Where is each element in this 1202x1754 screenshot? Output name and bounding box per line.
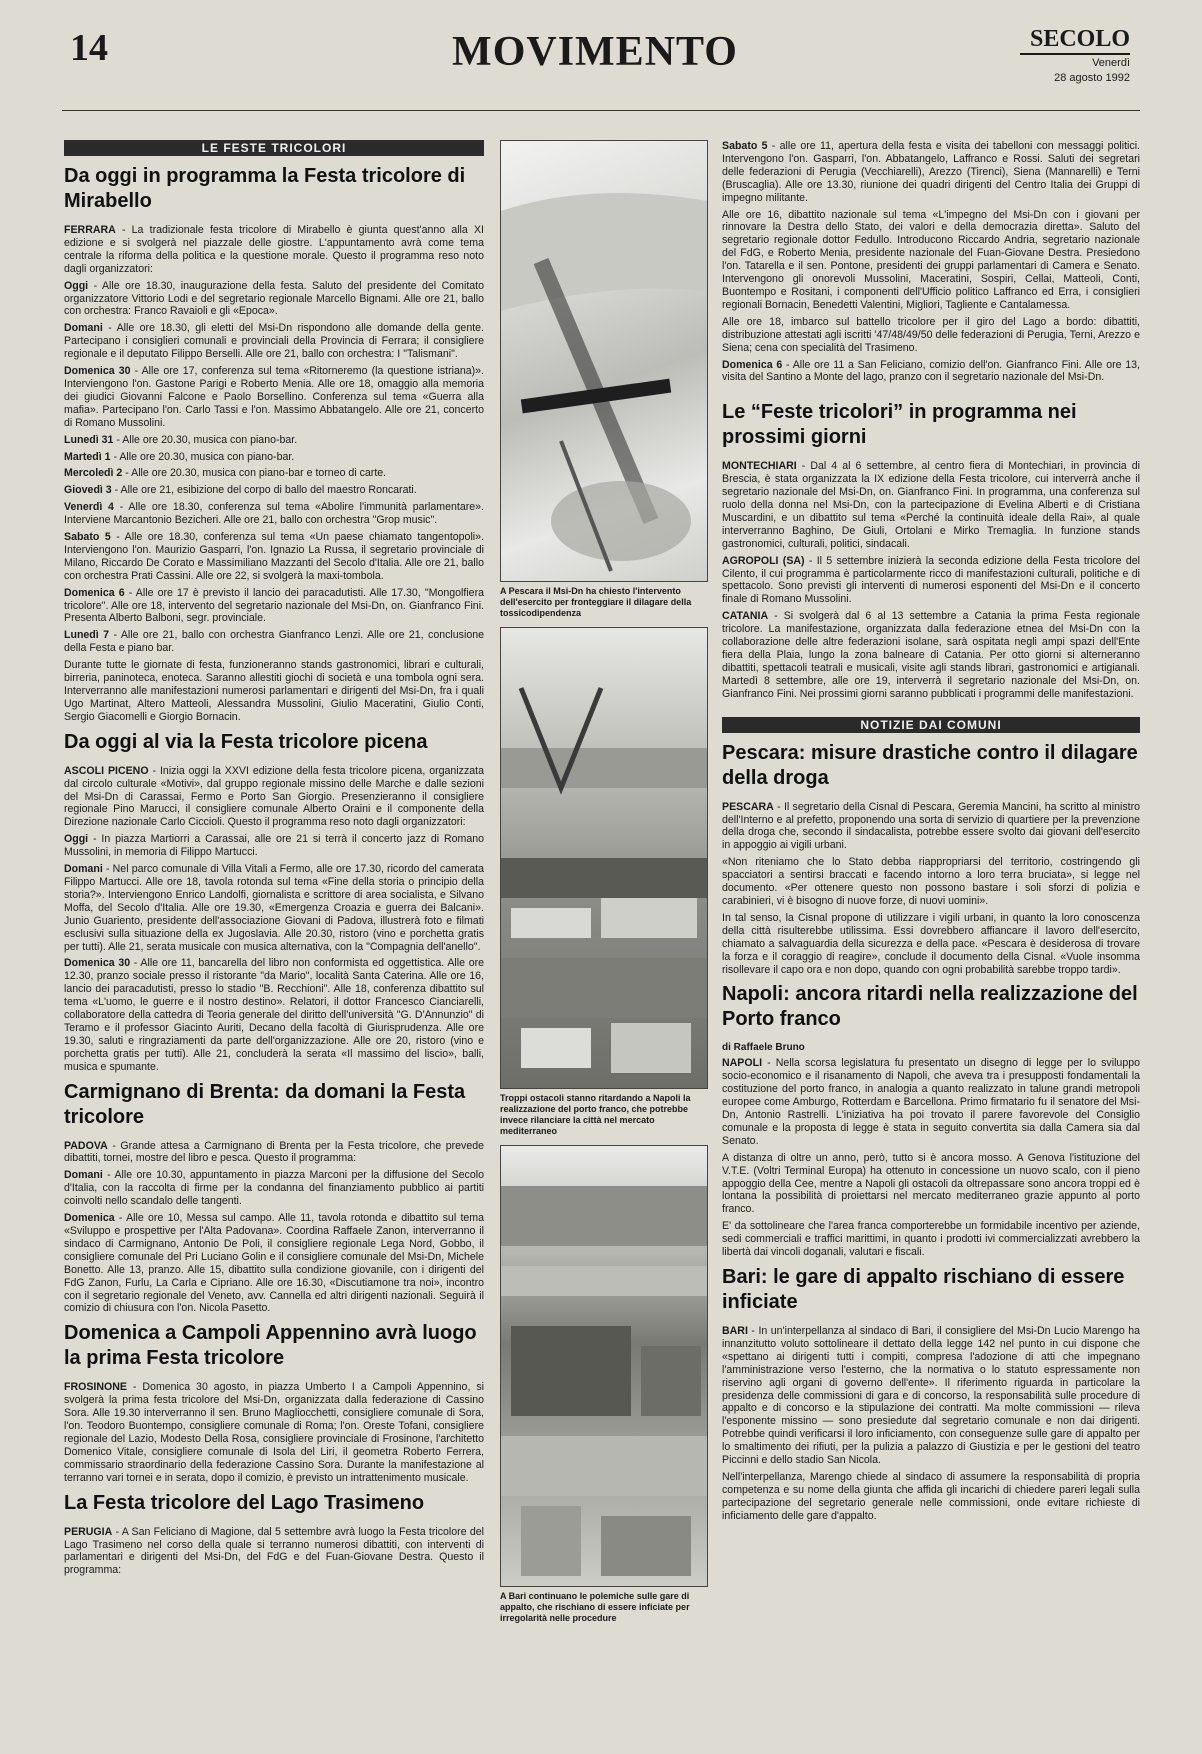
paragraph-lead: Domani [64,863,103,876]
article-headline: Bari: le gare di appalto rischiano di essere inficiate [722,1266,1125,1313]
paragraph-text: - Dal 4 al 6 settembre, al centro fiera di Montechiari, in provincia di Brescia, è stata organizzata la IX edizione della Festa tricolore, cui interverrà anche il segretario nazionale del Msi-Dn, on. Gianfranco Fini. In programma, una conferenza sul ruolo della donna nel Msi-Dn, con la partecipazione di Evelina Alberti e di Cristiana Muscardini, e un dibattito sul tema «Perché la continuità ideale della Rai», al quale interverranno Baghino, De Giuli, Ortolani e Mirko Tremaglia. In funzione stands gastronomici, culturali, politici, sindacali. [722,460,1140,550]
article-headline: Carmignano di Brenta: da domani la Festa tricolore [64,1080,466,1128]
article-headline: Napoli: ancora ritardi nella realizzazione del Porto franco [722,983,1138,1031]
article-paragraph: ASCOLI PICENO - Inizia oggi la XXVI edizione della festa tricolore picena, organizzata dal circolo culturale «Motivi», dal gruppo regionale missino delle Marche e dalle sezioni del Msi-Dn di Carassai, Fermo e Porto San Giorgio. Presenzieranno il consigliere regionale Pino Marucci, il consigliere comunale Alberto Oraini e il componente della Direzione nazionale Carlo Ciccioli. Questo il programma reso noto dagli organizzatori: [64,764,484,829]
paragraph-lead: Mercoledì 2 [64,467,123,480]
paragraph-text: - Alle ore 11 a San Feliciano, comizio dell'on. Gianfranco Fini. Alle ore 13, visita del Santino a Monte del lago, pranzo con il segretario nazionale del Msi-Dn. [722,358,1140,384]
paragraph-lead: Sabato 5 [64,531,111,544]
article-paragraph [722,1325,1140,1467]
section-title: MOVIMENTO [452,29,738,75]
paragraph-text: - Alle ore 21, ballo con orchestra Gianfranco Lenzi. Alle ore 21, conclusione della Festa e piano bar. [64,629,485,655]
article-paragraph [64,833,484,859]
article-paragraph [64,629,484,655]
paragraph-text: - Il 5 settembre inizierà la seconda edizione della Festa tricolore del Cilento, il cui programma è particolarmente ricco di manifestazioni culturali, politiche e di spettacolo. Sono previsti gli interventi di numerosi esponenti del Msi-Dn e il concerto finale di Romano Mussolini. [722,554,1140,606]
photo-city-illustration [501,1146,707,1586]
issue-date: 28 agosto 1992 [1054,72,1130,84]
article-paragraph [64,1212,484,1315]
photo-arm-syringe-illustration [501,141,707,581]
article-paragraph [64,587,484,626]
article-paragraph [722,1152,1140,1217]
paragraph-text: - Alle ore 17 è previsto il lancio dei paracadutisti. Alle 17.30, "Mongolfiera tricolore". Alle ore 18, intervento del segretario nazionale del Msi-Dn, on. Gianfranco Fini. Presenta Alberto Balboni, segr. provinciale. [64,586,484,625]
paragraph-lead: Domenica 30 [64,365,131,378]
article-paragraph [722,912,1140,977]
paragraph-lead: Sabato 5 [722,140,768,152]
paragraph-text: - Alle ore 18.30, conferenza sul tema «Abolire l'immunità parlamentare». Interviene Marcantonio Bezicheri. Alle ore 21, ballo con orchestra "Grop music". [64,501,484,527]
program-list [64,1169,484,1315]
photo-arm-syringe [500,140,708,582]
paragraph-lead: NAPOLI [722,1057,763,1070]
article-paragraph [64,451,484,464]
masthead-logo: SECOLO [1020,26,1130,55]
article-paragraph [722,1220,1140,1259]
photo-caption: A Pescara il Msi-Dn ha chiesto l'intervento dell'esercito per fronteggiare il dilagare della tossicodipendenza [500,586,692,618]
paragraph-text: - Alle ore 10, Messa sul campo. Alle 11, tavola rotonda e dibattito sul tema «Sviluppo e prospettive per l'Alta Padovana». Coordina Raffaele Zanon, interverranno il sindaco di Carmignano, Antonio De Poli, il consigliere regionale Lega Nord, Gobbo, il consigliere comunale del Pri Luciano Golin e il consigliere comunale del Msi-Dn, Michele Bonetto. Alle 13, pranzo. Alle 15, dibattito sulla condizione giovanile, con i dirigenti del FdG Zanon, Furlu, La Carla e Cipriano. Alle ore 16.30, «Discutiamone tra noi», incontro con il segretario regionale del Veneto, avv. Cannella ed altri dirigenti nazionali. Seguirà il comizio di chiusura con l'on. Nicola Pasetto. [64,1212,484,1315]
article-paragraph: PADOVA - Grande attesa a Carmignano di Brenta per la Festa tricolore, che prevede dibattiti, tornei, mostre del libro e pesca. Questo il programma: [64,1139,484,1165]
article-headline: Da oggi al via la Festa tricolore picena [64,730,428,753]
paragraph-lead: Oggi [64,833,89,846]
article-headline: Da oggi in programma la Festa tricolore di Mirabello [64,165,466,212]
right-column [722,140,1140,1527]
issue-day: Venerdì [1092,57,1130,69]
article-paragraph [722,801,1140,853]
paragraph-lead: Domenica [64,1212,115,1225]
article-paragraph [64,434,484,447]
article-headline: Le “Feste tricolori” in programma nei prossimi giorni [722,401,1077,449]
header-rule [62,110,1140,111]
article-body [722,460,1140,700]
photo-caption: Troppi ostacoli stanno ritardando a Napoli la realizzazione del porto franco, che potrebbe invece rilanciare la città nel mercato mediterraneo [500,1093,691,1136]
paragraph-text: - alle ore 11, apertura della festa e visita dei tabelloni con messaggi politici. Intervengono l'on. Gasparri, l'on. Abbatangelo, Laffranco e Rossi. Saluti dei segretari delle federazioni di Perugia (Vecchiarelli), Arezzo (Tirenci), Siena (Mannarelli) e Terni (Bruscaglia). Alle ore 13.30, riunione dei quadri dirigenti del Centro Italia dei Gruppi di impegno militante. [722,140,1140,204]
paragraph-lead: Domenica 6 [722,358,783,371]
article-paragraph [64,863,484,953]
article-paragraph [722,359,1140,385]
article-paragraph: PERUGIA - A San Feliciano di Magione, dal 5 settembre avrà luogo la Festa tricolore del Lago Trasimeno nel corso della quale si terranno numerosi dibattiti, con interventi di parlamentari e dirigenti del Msi-Dn, del FdG e del Fuan-Giovane Destra. Questo il programma: [64,1525,484,1577]
article-headline: La Festa tricolore del Lago Trasimeno [64,1491,425,1514]
article-body [722,1325,1140,1523]
article-paragraph [64,1169,484,1208]
paragraph-text: Alle ore 16, dibattito nazionale sul tema «L'impegno del Msi-Dn con i giovani per rinnovare la Destra dello Stato, dei valori e della democrazia diretta». Saluto del segretario regionale dottor Fedullo. Introducono Riccardo Andria, segretario nazionale del FdG, e Roberto Menia, presidente nazionale del Fuan-Giovane Destra. Presiedono l'on. Tatarella e il sen. Pontone, presidenti dei gruppi parlamentari di Camera e Senato. Intervengono gli onorevoli Mussolini, Maceratini, Sospiri, Cellai, Matteoli, Conti, Buontempo e Rositani, i componenti dell'Ufficio politico Laffranco ed Erra, i consiglieri regionali Bornacin, Benedetti Valentini, Migliori, Tagliente e Cantalamessa. [722,208,1140,311]
paragraph-lead: Lunedì 31 [64,433,114,446]
photo-port-illustration [501,628,707,1088]
article-paragraph: FERRARA - La tradizionale festa tricolore di Mirabello è giunta quest'anno alla XI edizione e si svolgerà nel piazzale delle giostre. L'appuntamento avrà come tema centrale la riforma della politica e la questione morale. Questo il programma reso noto dagli organizzatori: [64,224,484,275]
paragraph-text: - Alle ore 20.30, musica con piano-bar e torneo di carte. [122,467,387,480]
paragraph-lead: PESCARA [722,800,774,813]
paragraph-lead: Lunedì 7 [64,629,110,642]
paragraph-text: E' da sottolineare che l'area franca comporterebbe un formidabile incentivo per aziende, sedi commerciali e traffici marittimi, in quanto i prodotti ivi commercializzati avrebbero la libertà dai vincoli doganali, valutari e fiscali. [722,1220,1140,1259]
paragraph-text: «Non riteniamo che lo Stato debba riappropriarsi del territorio, costringendo gli spacciatori a sentirsi braccati e facendo intorno a loro terra bruciata», si legge nel documento. «Per ottenere questo non possono bastare i soli sforzi di polizia e carabinieri, vi è bisogno di nuove forze, di nuovi uomini». [722,856,1140,907]
article-paragraph [722,1471,1140,1523]
paragraph-lead: CATANIA [722,610,769,623]
article-paragraph [722,555,1140,607]
paragraph-lead: Domani [64,322,103,335]
paragraph-lead: Oggi [64,279,89,292]
paragraph-lead: Domenica 30 [64,957,131,970]
photo-bari-city [500,1145,708,1587]
article-byline: di Raffaele Bruno [722,1042,805,1054]
paragraph-text: - In un'interpellanza al sindaco di Bari, il consigliere del Msi-Dn Lucio Marengo ha innanzitutto voluto sottolineare il dettato della legge 142 nel punto in cui dispone che «spettano ai dirigenti tutti i compiti, compresa l'adozione di atti che impegnano l'amministrazione verso l'esterno, che la normativa o lo statuto espressamente non riservino agli organi di governo dell'ente». Il riferimento riguarda in particolare la presidenza delle commissioni di gara e di concorso, la responsabilità sulle procedure di appalto e di concorso e la stipulazione dei contratti. Ma molte commissioni — rileva l'esponente missino — sono presiedute dal segretario comunale e non dai dirigenti. Potrebbe quindi verificarsi il loro inficiamento, con conseguenze sulle gare di appalto per lo smaltimento dei rifiuti, per la pulizia a palazzo di Giustizia e per le gestioni del teatro Piccinni e dello stadio San Nicola. [722,1325,1140,1467]
article-paragraph [64,484,484,497]
photo-caption: A Bari continuano le polemiche sulle gare di appalto, che rischiano di essere inficiate per irregolarità nelle procedure [500,1591,690,1623]
paragraph-text: - In piazza Martiorri a Carassai, alle ore 21 si terrà il concerto jazz di Romano Mussolini, in memoria di Filippo Martucci. [64,833,484,859]
article-paragraph [64,365,484,430]
paragraph-lead: AGROPOLI (SA) [722,554,805,567]
program-list [64,833,484,1073]
paragraph-text: Nell'interpellanza, Marengo chiede al sindaco di assumere la responsabilità di propria competenza e su nome della giunta che affida gli incarichi di chiedere pareri legali sulla partecipazione del segretario generale nelle commissioni, onde evitare richieste di inficiamento delle gare d'appalto. [722,1470,1140,1522]
page-header [60,22,1130,82]
article-paragraph [64,280,484,319]
article-paragraph [722,209,1140,312]
article-headline: Pescara: misure drastiche contro il dilagare della droga [722,741,1138,789]
article-headline: Domenica a Campoli Appennino avrà luogo la prima Festa tricolore [64,1322,477,1370]
article-body [722,801,1140,977]
paragraph-text: - Alle ore 20.30, musica con piano-bar. [110,450,295,463]
article-paragraph [722,1057,1140,1147]
article-paragraph [722,856,1140,908]
paragraph-text: - Alle ore 10.30, appuntamento in piazza Marconi per la diffusione del Secolo d'Italia, con la raccolta di firme per la condanna del finanziamento pubblico ai partiti coinvolti nello scandalo delle tangenti. [64,1169,484,1208]
paragraph-text: In tal senso, la Cisnal propone di utilizzare i vigili urbani, in quanto la loro conoscenza della città risulterebbe utilissima. Essi dovrebbero affiancare il lavoro dell'esercito, chiamato a salvaguardia della sicurezza e della pace. «Pescara è desiderosa di trovare la forza e il coraggio di reagire», conclude il documento della Cisnal. «Vuole insomma risollevare il capo ora e non dopo, quando con ogni probabilità sarebbe troppo tardi». [722,911,1140,976]
paragraph-text: - Si svolgerà dal 6 al 13 settembre a Catania la prima Festa regionale tricolore. La manifestazione, organizzata dalla federazione etnea del Msi-Dn con la collaborazione delle altre federazioni isolane, sarà ospitata negli ampi spazi dell'Ente fiera della Plaia, lungo la zona balneare di Catania. Per otto giorni si alterneranno dibattiti, spettacoli teatrali e musicali, visite agli stands librari, gastronomici e artigianali. Martedì 8 settembre, alle ore 19, interverrà il segretario nazionale del Msi-Dn, on. Gianfranco Fini. Nei prossimi giorni saranno pubblicati i programmi delle manifestazioni. [722,610,1140,700]
paragraph-text: - Alle ore 20.30, musica con piano-bar. [113,433,298,446]
paragraph-text: - Alle ore 18.30, conferenza sul tema «Un paese chiamato tangentopoli». Interviengono l'on. Maurizio Gasparri, l'on. Ignazio La Russa, il segretario provinciale di Milano, Riccardo De Corato e Massimiliano Mazzanti del Secolo d'Italia. Alle ore 21, ballo con orchestra Prati Cassini. Alle ore 22, si svolgerà la maxi-tombola. [64,531,484,582]
page-number: 14 [70,27,108,69]
paragraph-lead: Domenica 6 [64,586,125,599]
article-paragraph [722,610,1140,700]
article-paragraph [722,140,1140,205]
paragraph-lead: Giovedì 3 [64,484,112,497]
article-paragraph: Durante tutte le giornate di festa, funzioneranno stands gastronomici, librari e culturali, birreria, paninoteca, enoteca. Saranno allestiti giochi di società e una tombola ogni sera. Interverranno alle manifestazioni numerosi parlamentari e dirigenti del Msi-Dn, fra i quali Ugo Martinat, Altero Matteoli, Alessandra Mussolini, Giulio Maceratini, Giulio Conti, Sergio Giacomelli e Giorgio Bornacin. [64,659,484,723]
article-paragraph [722,316,1140,355]
article-paragraph [64,322,484,361]
masthead [1020,26,1130,85]
paragraph-lead: Martedì 1 [64,450,111,463]
photo-column [500,140,708,1632]
article-paragraph [64,467,484,480]
article-paragraph [64,501,484,527]
paragraph-lead: BARI [722,1325,748,1337]
paragraph-lead: Domani [64,1169,103,1182]
program-list [64,280,484,656]
section-bar-comuni: NOTIZIE DAI COMUNI [722,717,1140,733]
article-paragraph [64,957,484,1073]
paragraph-text: - Alle ore 18.30, inaugurazione della festa. Saluto del presidente del Comitato organizzatore Vittorio Lodi e del segretario regionale Marcello Bignami. Alle ore 21, ballo con orchestra: Franco Ravaioli e gli «Epoca». [64,279,484,318]
article-paragraph [722,460,1140,550]
paragraph-text: - Il segretario della Cisnal di Pescara, Geremia Mancini, ha scritto al ministro dell'Interno e al prefetto, proponendo una sorta di servizio di quartiere per la prevenzione della droga che, secondo il sindacalista, potrebbe essere svolto dai giovani dell'esercito in appoggio ai vigili urbani. [722,800,1140,852]
left-column [64,140,484,1581]
article-body [722,1057,1140,1259]
paragraph-text: A distanza di oltre un anno, però, tutto si è ancora mosso. A Genova l'istituzione del V.T.E. (Voltri Terminal Europa) ha ottenuto in concessione un nuovo scalo, con il pieno appoggio della Cee, mentre a Napoli gli ostacoli da oltrepassare sono ancora troppi ed è lontana la possibilità di proiettarsi nel mercato mediterraneo grazie appunto al porto franco. [722,1151,1140,1216]
paragraph-lead: MONTECHIARI [722,460,797,473]
paragraph-text: - Alle ore 21, esibizione del corpo di ballo del maestro Roncarati. [111,484,417,497]
paragraph-lead: Venerdì 4 [64,501,114,514]
program-list [722,140,1140,384]
article-paragraph: FROSINONE - Domenica 30 agosto, in piazza Umberto I a Campoli Appennino, si svolgerà la prima festa tricolore del Msi-Dn, organizzata dalla federazione di Cassino Sora. Alle 19.30 interverranno il sen. Bruno Magliocchetti, consigliere comunale di Sora, l'on. Teodoro Buontempo, consigliere comunale di Roma; l'on. Oreste Tofani, consigliere regionale del Lazio, Modesto Della Rosa, consigliere provinciale di Frosinone, l'architetto Domenico Vitale, consigliere comunale di Isola del Liri, il geometra Roberto Ferrera, commissario straordinario della federazione Cassino Sora. Durante la manifestazione al terranno vari tornei e in serata, dopo il comizio, è previsto un intrattenimento musicale. [64,1381,484,1484]
paragraph-text: - Alle ore 18.30, gli eletti del Msi-Dn rispondono alle domande della gente. Partecipano i consiglieri comunali e provinciali della Provincia di Ferrara; il consigliere regionale e il deputato Filippo Berselli. Alle ore 21, ballo con orchestra: I "Talismani". [64,322,484,361]
paragraph-text: - Nel parco comunale di Villa Vitali a Fermo, alle ore 17.30, ricordo del camerata Filippo Martucci. Alle ore 18, tavola rotonda sul tema «Fine della storia o principio della storia?». Interviengono Enrico Landolfi, giornalista e scrittore di area socialista, e Silvano Moffa, del Secolo d'Italia. Alle ore 19.30, «Emergenza Croazia e guerra dei Balcani». Junio Guariento, presidente dell'associazione Giovani di Padova, illustrerà foto e filmati esclusivi sulla situazione della ex Jugoslavia. Alle 20.30, ristoro (vino e porchetta gratis per tutti). Alle 21, serata musicale con musica alternativa, con la "Compagnia dell'anello". [64,863,484,953]
article-paragraph [64,531,484,583]
paragraph-text: Alle ore 18, imbarco sul battello tricolore per il giro del Lago a bordo: dibattiti, distribuzione attestati agli iscritti '47/48/49/50 delle federazioni di Perugia, Terni, Arezzo e Siena; cena con specialità del Trasimeno. [722,315,1140,354]
paragraph-text: - Alle ore 11, bancarella del libro non conformista ed oggettistica. Alle ore 12.30, pranzo sociale presso il ristorante "da Mario", località Santa Caterina. Alle ore 16, lancio dei paracadutisti, presso lo stadio "B. Recchioni". Alle 18, conferenza dibattito sul tema «L'uomo, le guerre e il nostro destino». Relatori, il dottor Francesco Cianciarelli, collaboratore della cattedra di Teoria generale del diritto dell'università "G. D'Annunzio" di Teramo e il professor Giacinto Auriti, Decano della facoltà di Giurisprudenza. Alle ore 19.30, saluti e ringraziamenti da parte dell'organizzazione. Alle ore 20, ristoro (vino e porchetta gratis per tutti). Alle 21, concluderà la serata «Il massimo del liscio», balli, musica e spumante. [64,957,485,1073]
photo-port-naples [500,627,708,1089]
paragraph-text: - Alle ore 17, conferenza sul tema «Ritorneremo (la questione istriana)». Interviengono l'on. Gastone Parigi e Roberto Menia. Alle ore 18, omaggio alla memoria dei giudici Giovanni Falcone e Paolo Borsellino. Conferenza sul tema «Guerra alla mafia». Partecipano l'on. Carlo Tassi e l'on. Massimo Abbatangelo. Alle ore 21, concerto di Romano Mussolini. [64,365,484,429]
section-bar-feste: LE FESTE TRICOLORI [64,140,484,156]
paragraph-text: - Nella scorsa legislatura fu presentato un disegno di legge per lo sviluppo socio-economico e il risanamento di Napoli, che aveva tra i presupposti fondamentali la costituzione del porto franco, in analogia a quanto realizzato in talune grandi metropoli europee come Amburgo, Rotterdam e Barcellona. Primo firmatario fu il senatore del Msi-Dn, Antonio Rastrelli. L'iniziativa ha poi trovato il parere favorevole del Consiglio comunale e la proposta di legge è stata in seguito convertita sia dalla Camera sia dal Senato. [722,1057,1140,1147]
